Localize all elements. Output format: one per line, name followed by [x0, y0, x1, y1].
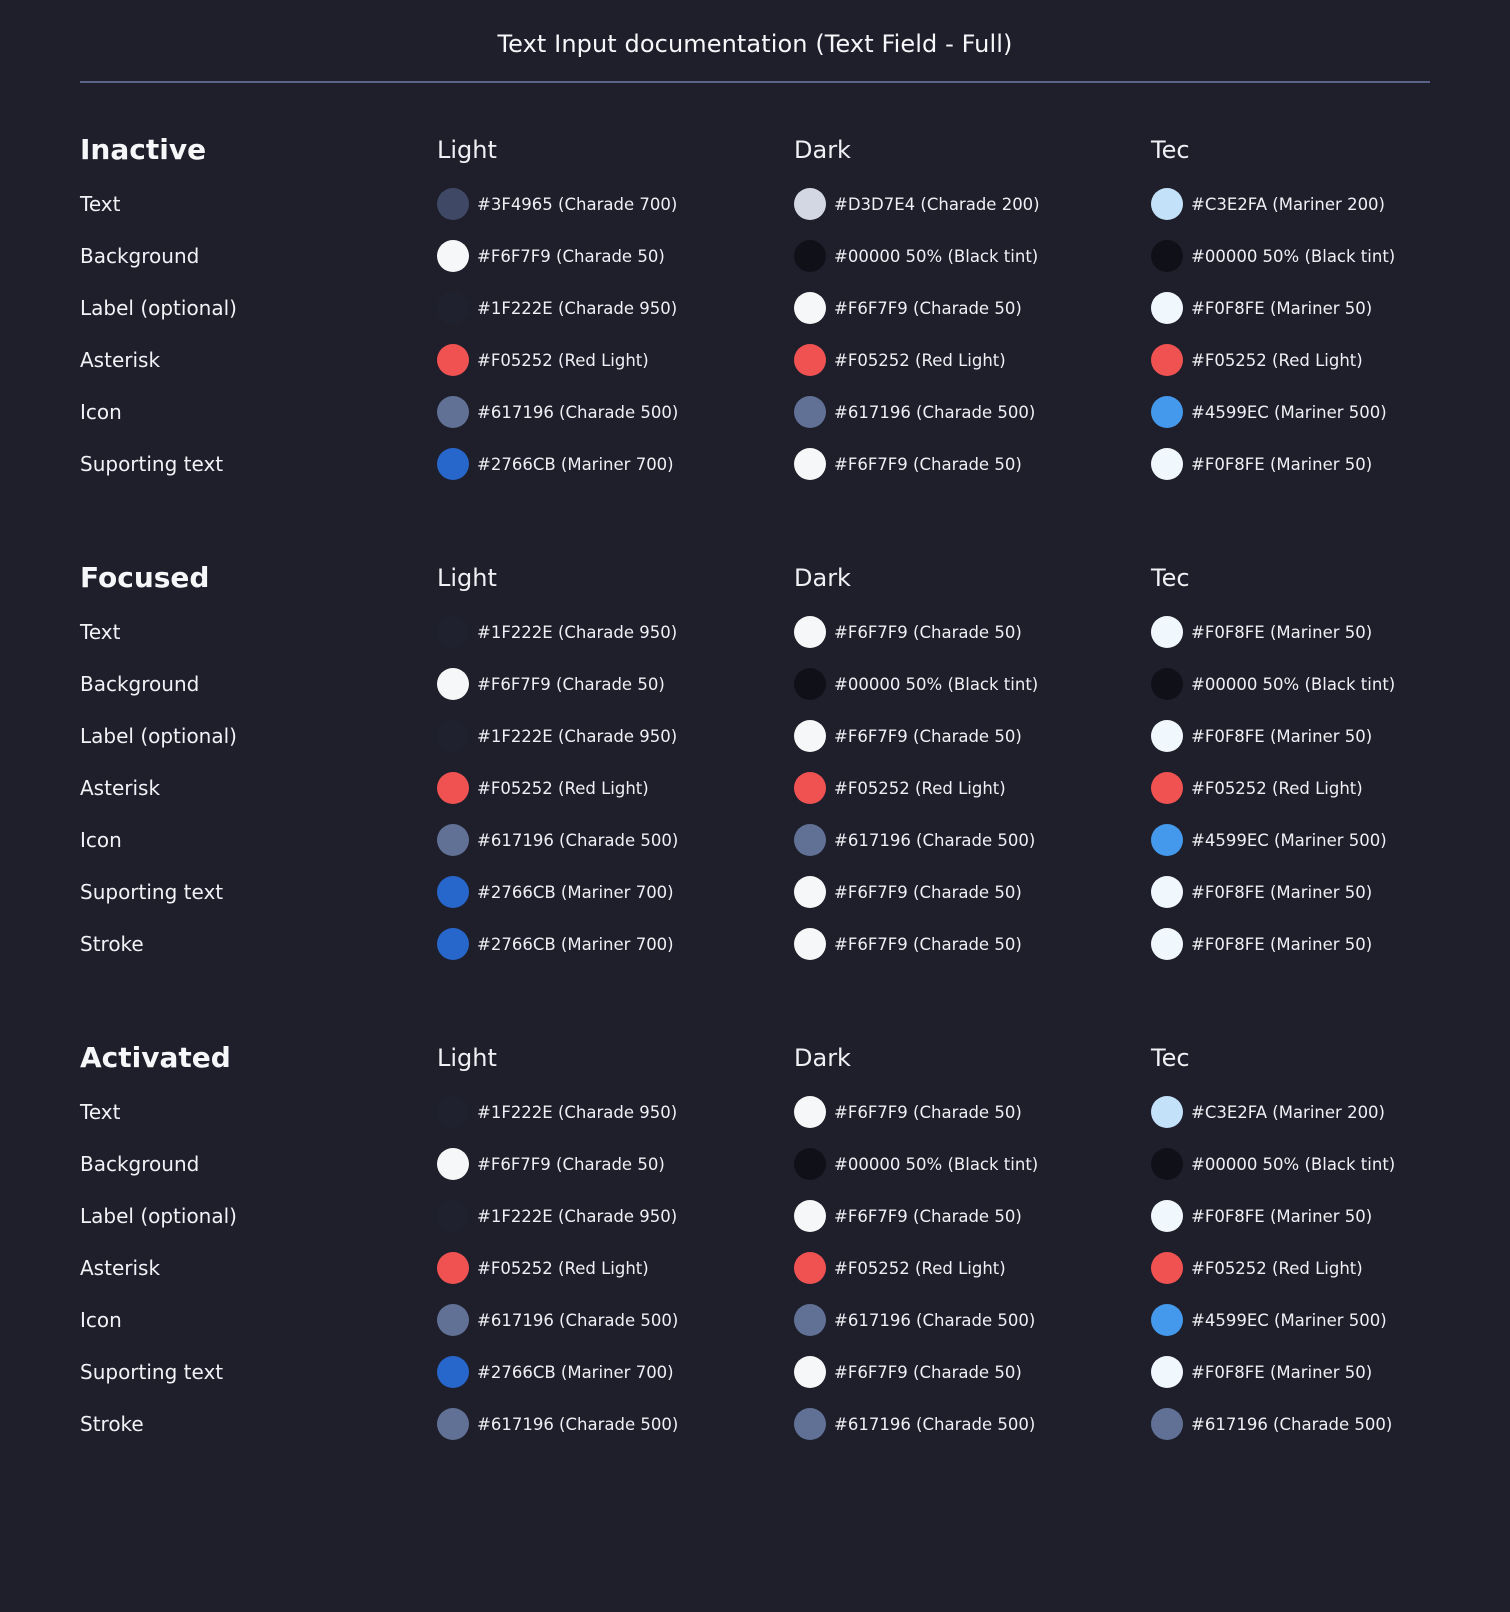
color-value: #F6F7F9 (Charade 50): [834, 934, 1022, 954]
color-value: #00000 50% (Black tint): [834, 674, 1039, 694]
color-cell-light: [437, 338, 649, 382]
color-swatch: [794, 928, 826, 960]
spec-row: [80, 922, 1460, 974]
color-value: #F0F8FE (Mariner 50): [1191, 298, 1373, 318]
row-label: Suporting text: [80, 880, 224, 904]
color-cell-tec: [1151, 1090, 1385, 1134]
row-label: Label (optional): [80, 1204, 237, 1228]
spec-row: [80, 714, 1460, 766]
color-swatch: [437, 616, 469, 648]
color-swatch: [437, 720, 469, 752]
color-swatch: [1151, 876, 1183, 908]
page-title: Text Input documentation (Text Field - Full): [497, 30, 1013, 58]
color-cell-light: [437, 662, 665, 706]
color-cell-dark: [794, 1194, 1022, 1238]
color-cell-light: [437, 1402, 678, 1446]
color-value: #F6F7F9 (Charade 50): [834, 1362, 1022, 1382]
color-cell-dark: [794, 818, 1035, 862]
spec-row: [80, 870, 1460, 922]
row-label: Suporting text: [80, 1360, 224, 1384]
color-cell-tec: [1151, 870, 1372, 914]
color-cell-light: [437, 610, 677, 654]
color-cell-light: [437, 1350, 674, 1394]
color-value: #F6F7F9 (Charade 50): [477, 246, 665, 266]
spec-row: [80, 390, 1460, 442]
color-value: #617196 (Charade 500): [477, 1310, 679, 1330]
color-cell-dark: [794, 338, 1006, 382]
color-value: #1F222E (Charade 950): [477, 726, 678, 746]
color-value: #F6F7F9 (Charade 50): [477, 1154, 665, 1174]
spec-row: [80, 234, 1460, 286]
color-swatch: [794, 1408, 826, 1440]
color-swatch: [1151, 188, 1183, 220]
color-value: #F6F7F9 (Charade 50): [834, 298, 1022, 318]
theme-title-light: Light: [437, 1044, 497, 1072]
color-swatch: [437, 1252, 469, 1284]
color-value: #F0F8FE (Mariner 50): [1191, 454, 1373, 474]
color-value: #2766CB (Mariner 700): [477, 882, 674, 902]
color-value: #00000 50% (Black tint): [1191, 246, 1396, 266]
color-cell-light: [437, 1246, 649, 1290]
color-swatch: [794, 720, 826, 752]
spec-row: [80, 1350, 1460, 1402]
color-swatch: [794, 344, 826, 376]
row-label: Background: [80, 1152, 200, 1176]
color-cell-tec: [1151, 1246, 1363, 1290]
color-swatch: [794, 1096, 826, 1128]
color-value: #F0F8FE (Mariner 50): [1191, 622, 1373, 642]
color-swatch: [437, 448, 469, 480]
color-value: #F05252 (Red Light): [834, 350, 1006, 370]
theme-title-tec: Tec: [1151, 564, 1190, 592]
color-value: #617196 (Charade 500): [834, 1310, 1036, 1330]
theme-title-tec: Tec: [1151, 1044, 1190, 1072]
color-cell-light: [437, 390, 678, 434]
color-value: #F05252 (Red Light): [1191, 350, 1363, 370]
color-cell-tec: [1151, 610, 1372, 654]
color-swatch: [1151, 616, 1183, 648]
color-value: #F6F7F9 (Charade 50): [834, 726, 1022, 746]
color-swatch: [1151, 1304, 1183, 1336]
color-swatch: [794, 668, 826, 700]
color-cell-tec: [1151, 1350, 1372, 1394]
color-value: #00000 50% (Black tint): [834, 246, 1039, 266]
spec-row: [80, 1090, 1460, 1142]
color-swatch: [1151, 240, 1183, 272]
color-cell-tec: [1151, 766, 1363, 810]
color-cell-dark: [794, 1350, 1022, 1394]
color-value: #4599EC (Mariner 500): [1191, 830, 1387, 850]
color-cell-tec: [1151, 338, 1363, 382]
color-value: #F6F7F9 (Charade 50): [834, 454, 1022, 474]
color-value: #617196 (Charade 500): [477, 1414, 679, 1434]
color-cell-tec: [1151, 1142, 1395, 1186]
color-swatch: [437, 240, 469, 272]
color-cell-dark: [794, 286, 1022, 330]
color-swatch: [437, 668, 469, 700]
spec-row: [80, 1194, 1460, 1246]
color-value: #D3D7E4 (Charade 200): [834, 194, 1040, 214]
color-swatch: [1151, 1096, 1183, 1128]
row-label: Icon: [80, 400, 122, 424]
color-cell-tec: [1151, 286, 1372, 330]
color-cell-tec: [1151, 1402, 1392, 1446]
spec-row: [80, 442, 1460, 494]
color-cell-light: [437, 1194, 677, 1238]
color-value: #2766CB (Mariner 700): [477, 454, 674, 474]
color-cell-tec: [1151, 922, 1372, 966]
color-swatch: [794, 1304, 826, 1336]
row-label: Stroke: [80, 1412, 144, 1436]
row-label: Icon: [80, 1308, 122, 1332]
theme-title-dark: Dark: [794, 136, 851, 164]
color-cell-dark: [794, 766, 1006, 810]
color-cell-tec: [1151, 1298, 1387, 1342]
color-swatch: [794, 772, 826, 804]
theme-title-light: Light: [437, 564, 497, 592]
row-label: Stroke: [80, 932, 144, 956]
color-value: #00000 50% (Black tint): [834, 1154, 1039, 1174]
color-cell-dark: [794, 1298, 1035, 1342]
spec-row: [80, 818, 1460, 870]
color-swatch: [794, 240, 826, 272]
color-swatch: [1151, 1356, 1183, 1388]
color-swatch: [794, 1200, 826, 1232]
color-swatch: [1151, 824, 1183, 856]
color-value: #617196 (Charade 500): [1191, 1414, 1393, 1434]
color-swatch: [1151, 772, 1183, 804]
color-value: #F05252 (Red Light): [1191, 1258, 1363, 1278]
row-label: Label (optional): [80, 296, 237, 320]
color-swatch: [1151, 720, 1183, 752]
color-swatch: [437, 396, 469, 428]
color-cell-light: [437, 234, 665, 278]
color-cell-light: [437, 1298, 678, 1342]
spec-row: [80, 1402, 1460, 1454]
row-label: Background: [80, 244, 200, 268]
color-value: #1F222E (Charade 950): [477, 622, 678, 642]
title-divider: [80, 81, 1430, 83]
color-swatch: [794, 292, 826, 324]
color-cell-dark: [794, 390, 1035, 434]
color-value: #C3E2FA (Mariner 200): [1191, 1102, 1385, 1122]
color-cell-dark: [794, 922, 1022, 966]
color-swatch: [437, 1200, 469, 1232]
theme-title-dark: Dark: [794, 1044, 851, 1072]
color-cell-light: [437, 870, 674, 914]
color-value: #F05252 (Red Light): [477, 350, 649, 370]
color-swatch: [437, 292, 469, 324]
color-value: #F05252 (Red Light): [477, 1258, 649, 1278]
color-cell-tec: [1151, 442, 1372, 486]
color-cell-light: [437, 922, 674, 966]
section-header: [80, 130, 1460, 182]
color-swatch: [794, 824, 826, 856]
color-cell-dark: [794, 870, 1022, 914]
row-label: Label (optional): [80, 724, 237, 748]
color-value: #00000 50% (Black tint): [1191, 674, 1396, 694]
color-cell-dark: [794, 182, 1040, 226]
color-cell-light: [437, 442, 674, 486]
row-label: Text: [80, 192, 121, 216]
state-title: Inactive: [80, 133, 207, 166]
color-swatch: [1151, 1200, 1183, 1232]
color-value: #617196 (Charade 500): [834, 1414, 1036, 1434]
color-swatch: [794, 616, 826, 648]
color-value: #F0F8FE (Mariner 50): [1191, 726, 1373, 746]
section-focused: [80, 558, 1460, 974]
color-cell-tec: [1151, 234, 1395, 278]
color-cell-light: [437, 714, 677, 758]
theme-title-dark: Dark: [794, 564, 851, 592]
color-swatch: [794, 1356, 826, 1388]
color-cell-dark: [794, 610, 1022, 654]
color-value: #F0F8FE (Mariner 50): [1191, 934, 1373, 954]
color-value: #2766CB (Mariner 700): [477, 1362, 674, 1382]
color-swatch: [1151, 928, 1183, 960]
color-cell-dark: [794, 234, 1038, 278]
color-value: #00000 50% (Black tint): [1191, 1154, 1396, 1174]
color-swatch: [1151, 292, 1183, 324]
section-inactive: [80, 130, 1460, 494]
spec-row: [80, 1246, 1460, 1298]
state-title: Focused: [80, 561, 210, 594]
color-cell-tec: [1151, 390, 1387, 434]
color-value: #F05252 (Red Light): [834, 1258, 1006, 1278]
color-swatch: [437, 928, 469, 960]
color-swatch: [1151, 668, 1183, 700]
spec-row: [80, 182, 1460, 234]
color-value: #617196 (Charade 500): [477, 402, 679, 422]
color-swatch: [437, 1356, 469, 1388]
color-swatch: [437, 772, 469, 804]
color-swatch: [437, 824, 469, 856]
color-cell-light: [437, 1142, 665, 1186]
color-value: #F0F8FE (Mariner 50): [1191, 1206, 1373, 1226]
color-swatch: [437, 1148, 469, 1180]
color-value: #F0F8FE (Mariner 50): [1191, 882, 1373, 902]
color-value: #4599EC (Mariner 500): [1191, 1310, 1387, 1330]
color-cell-light: [437, 1090, 677, 1134]
color-value: #1F222E (Charade 950): [477, 1102, 678, 1122]
color-value: #4599EC (Mariner 500): [1191, 402, 1387, 422]
state-title: Activated: [80, 1041, 231, 1074]
color-value: #3F4965 (Charade 700): [477, 194, 678, 214]
color-swatch: [437, 1304, 469, 1336]
color-cell-light: [437, 182, 677, 226]
color-value: #1F222E (Charade 950): [477, 1206, 678, 1226]
color-swatch: [437, 188, 469, 220]
row-label: Asterisk: [80, 1256, 161, 1280]
color-value: #617196 (Charade 500): [834, 830, 1036, 850]
spec-row: [80, 286, 1460, 338]
color-cell-tec: [1151, 1194, 1372, 1238]
color-value: #F05252 (Red Light): [1191, 778, 1363, 798]
color-value: #F6F7F9 (Charade 50): [477, 674, 665, 694]
color-swatch: [794, 876, 826, 908]
row-label: Background: [80, 672, 200, 696]
color-value: #2766CB (Mariner 700): [477, 934, 674, 954]
color-swatch: [437, 1408, 469, 1440]
color-value: #C3E2FA (Mariner 200): [1191, 194, 1385, 214]
spec-row: [80, 1142, 1460, 1194]
color-swatch: [1151, 1148, 1183, 1180]
color-swatch: [437, 344, 469, 376]
color-value: #617196 (Charade 500): [834, 402, 1036, 422]
color-swatch: [1151, 1408, 1183, 1440]
row-label: Asterisk: [80, 776, 161, 800]
color-swatch: [1151, 448, 1183, 480]
row-label: Suporting text: [80, 452, 224, 476]
color-cell-tec: [1151, 182, 1385, 226]
color-swatch: [1151, 1252, 1183, 1284]
color-value: #F05252 (Red Light): [834, 778, 1006, 798]
color-value: #F6F7F9 (Charade 50): [834, 882, 1022, 902]
color-cell-dark: [794, 1246, 1006, 1290]
color-cell-dark: [794, 1142, 1038, 1186]
color-value: #F6F7F9 (Charade 50): [834, 622, 1022, 642]
color-cell-dark: [794, 1090, 1022, 1134]
spec-row: [80, 1298, 1460, 1350]
row-label: Icon: [80, 828, 122, 852]
color-cell-dark: [794, 1402, 1035, 1446]
color-value: #1F222E (Charade 950): [477, 298, 678, 318]
theme-title-light: Light: [437, 136, 497, 164]
color-cell-light: [437, 766, 649, 810]
spec-row: [80, 338, 1460, 390]
color-cell-light: [437, 818, 678, 862]
color-swatch: [437, 876, 469, 908]
color-value: #F6F7F9 (Charade 50): [834, 1206, 1022, 1226]
color-cell-dark: [794, 442, 1022, 486]
color-swatch: [1151, 344, 1183, 376]
color-cell-dark: [794, 714, 1022, 758]
color-swatch: [794, 188, 826, 220]
color-swatch: [1151, 396, 1183, 428]
color-swatch: [437, 1096, 469, 1128]
spec-row: [80, 610, 1460, 662]
color-swatch: [794, 1148, 826, 1180]
theme-title-tec: Tec: [1151, 136, 1190, 164]
row-label: Text: [80, 1100, 121, 1124]
color-swatch: [794, 396, 826, 428]
color-value: #F05252 (Red Light): [477, 778, 649, 798]
section-activated: [80, 1038, 1460, 1454]
color-cell-tec: [1151, 714, 1372, 758]
color-value: #F6F7F9 (Charade 50): [834, 1102, 1022, 1122]
color-value: #617196 (Charade 500): [477, 830, 679, 850]
color-swatch: [794, 1252, 826, 1284]
row-label: Asterisk: [80, 348, 161, 372]
color-value: #F0F8FE (Mariner 50): [1191, 1362, 1373, 1382]
spec-row: [80, 662, 1460, 714]
spec-row: [80, 766, 1460, 818]
row-label: Text: [80, 620, 121, 644]
color-cell-light: [437, 286, 677, 330]
color-cell-dark: [794, 662, 1038, 706]
color-cell-tec: [1151, 818, 1387, 862]
color-cell-tec: [1151, 662, 1395, 706]
color-swatch: [794, 448, 826, 480]
section-header: [80, 558, 1460, 610]
section-header: [80, 1038, 1460, 1090]
